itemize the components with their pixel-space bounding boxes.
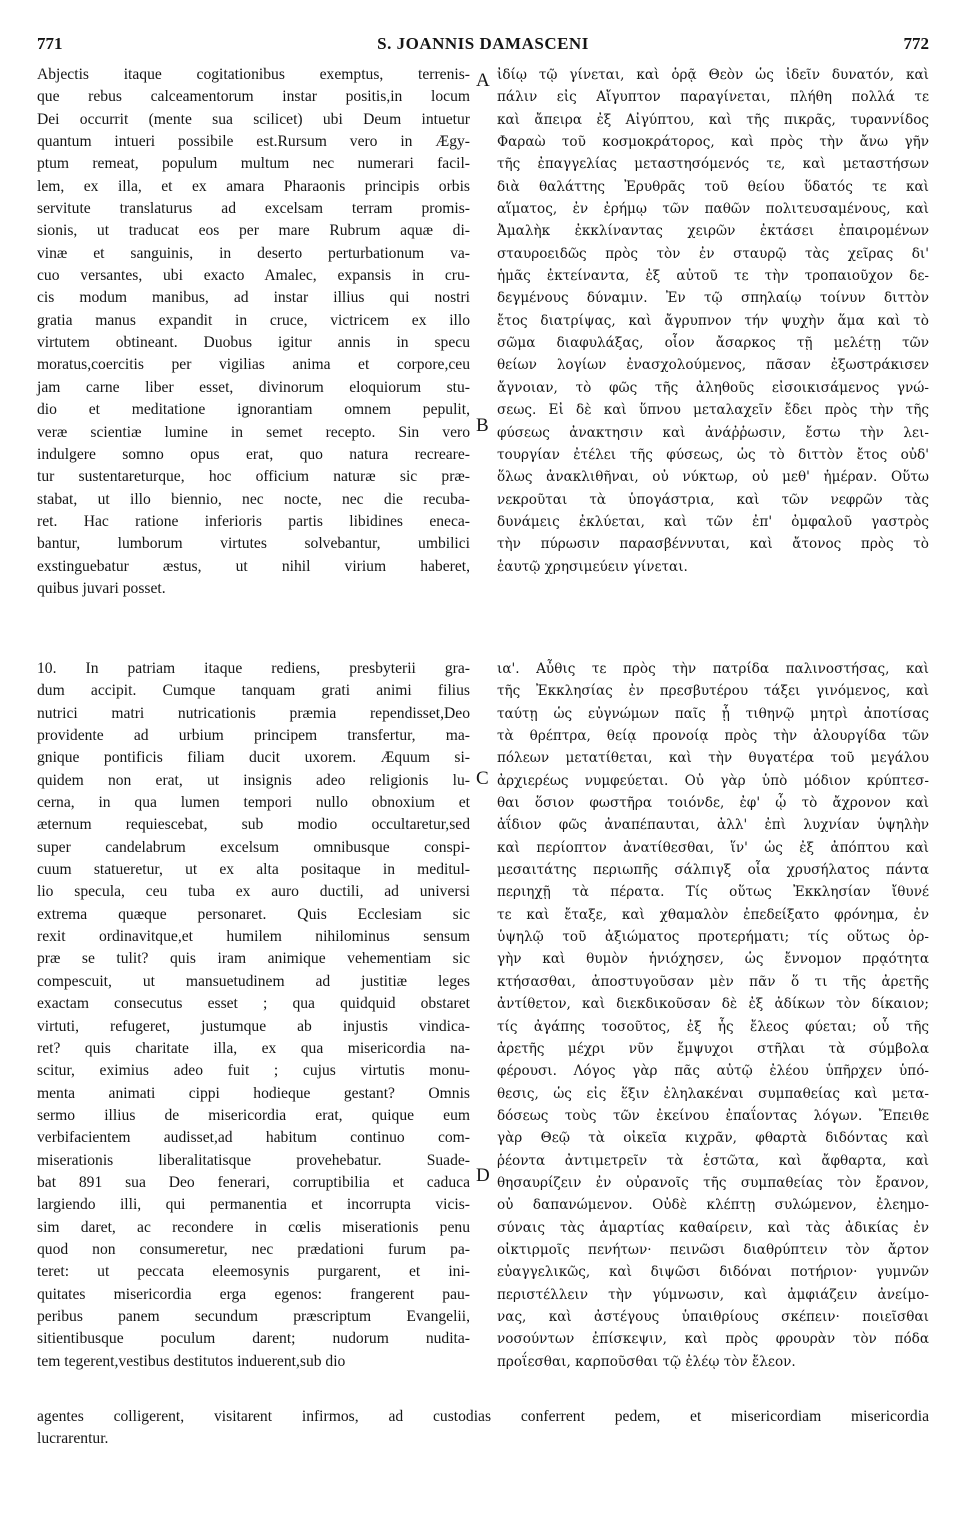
greek-text-line: δόσεως τοὺς τῶν ἐκείνου ἐπαΐοντας λόγων. Ἔπειθε <box>497 1107 929 1124</box>
running-header <box>37 34 929 58</box>
running-title: S. JOANNIS DAMASCENI <box>377 34 589 53</box>
greek-text-line: ια'. Αὖθις τε πρὸς τὴν πατρίδα παλινοστήσας, καὶ <box>497 661 929 677</box>
greek-text-line: τίς ἀγάπης τοσοῦτος, ἐξ ἧς ἔλεος φύεται; οὗ τῆς <box>497 1018 929 1035</box>
margin-letter-b: B <box>476 415 489 436</box>
greek-text-line: προΐεσθαι, καρποῦσθαι τῷ ἐλέῳ τὸν ἔλεον. <box>497 1353 796 1370</box>
latin-text-line: exstinguebatur æstus, ut nihil virium haberet, <box>37 557 470 575</box>
greek-text-line: καὶ περίοπτον ἀνατίθεσθαι, ἵν' ὡς ἐξ ἀπόπτου καὶ <box>497 839 929 856</box>
latin-text-line: virtuti, refugeret, justumque ab injustis vindica- <box>37 1017 470 1035</box>
latin-text-line: quibus juvari posset. <box>37 579 166 597</box>
greek-text-line: σῶμα διαφυλάξας, οἷον ἄσαρκος τῇ μελέτῃ τῶν <box>497 335 929 352</box>
latin-text-line: lem, ex illa, et ex amara Pharaonis principis orbis <box>37 177 470 195</box>
latin-text-line: bantur, lumborum virtutes solvebantur, umbilici <box>37 535 470 553</box>
latin-text-line: quantum intueri possibile est.Rursum vero in Ægy- <box>37 133 470 151</box>
latin-text-line: ret. Hac ratione inferioris partis libidines eneca- <box>37 512 470 530</box>
greek-text-line: ἀΐδιον φῶς ἀναπέπαυται, ἀλλ' ἐπὶ λυχνίαν ὑψηλὴν <box>497 817 929 834</box>
greek-text-line: φέρουσι. Λόγος γὰρ πᾶς αὐτῷ ἐλέου ὑπῆρχεν ὑπό- <box>497 1063 929 1080</box>
greek-text-line: ῥέοντα ἀντιμετρεῖν τὰ ἑστῶτα, καὶ ἄφθαρτα, καὶ <box>497 1152 929 1169</box>
greek-text-line: σύναις τὰς ἁμαρτίας καθαίρειν, καὶ τὰς ἀδικίας ἐν <box>497 1219 929 1236</box>
margin-letter-d: D <box>476 1165 490 1186</box>
latin-text-line: virtutem obtineant. Duobus igitur annis in specu <box>37 334 470 352</box>
latin-text-line: cis modum manibus, ad instar illius qui nostri <box>37 289 470 307</box>
latin-text-line: Abjectis itaque cogitationibus exemptus, terrenis- <box>37 66 470 83</box>
greek-column-section-1 <box>497 64 929 578</box>
greek-text-line: ὅλως ἀνακλιθῆναι, οὐ νύκτωρ, οὐ μεθ' ἡμέραν. Οὕτω <box>497 469 929 486</box>
latin-text-line: moratus,coercitis per vigilias anima et corpore,ceu <box>37 356 470 374</box>
latin-text-line: Dei occurrit (mente sua scilicet) ubi Deum intuetur <box>37 110 470 128</box>
greek-text-line: θησαυρίζειν ἐν οὐρανοῖς τῆς συμπαθείας τὸν ἔρανον, <box>497 1174 929 1191</box>
greek-text-line: νεκροῦται τὰ ὑπογάστρια, καὶ τῶν νεφρῶν τὰς <box>497 491 929 508</box>
greek-text-line: οἰκτιρμοῖς πενήτων· πεινῶσι διαθρύπτειν τὸν ἄρτον <box>497 1241 929 1258</box>
latin-text-line: lio specula, ceu tuba ex auro ductili, ad universi <box>37 883 470 901</box>
greek-text-line: ἄγνοιαν, τὸ φῶς τῆς ἀληθοῦς εἰσοικισάμενος γνώ- <box>497 379 929 396</box>
latin-text-line: jam carne liber esset, divinorum eloquiorum stu- <box>37 378 470 396</box>
page-number-right: 772 <box>903 34 929 53</box>
greek-text-line: θαι ὅσιον φωστῆρα τοιόνδε, ἐφ' ᾧ τὸ ἄχρονον καὶ <box>497 795 929 812</box>
latin-text-line: dum accipit. Cumque tanquam grati animi filius <box>37 682 470 700</box>
greek-text-line: τε καὶ ἔταξε, καὶ χθαμαλὸν ἐπεδείξατο φρόνημα, ἐν <box>497 906 929 923</box>
greek-text-line: δυνάμεις ἐκλύεται, καὶ τῶν ἐπ' ὀμφαλοῦ γαστρὸς <box>497 513 929 530</box>
latin-column-section-1 <box>37 64 470 600</box>
greek-text-line: ἀρετῆς μέχρι νῦν ἔμψυχοι στῆλαι τὰ σύμβολα <box>497 1040 929 1057</box>
latin-text-line: cuo versantes, ubi exacto Amalec, expansis in cru- <box>37 267 470 285</box>
greek-text-line: νας, καὶ ἀστέγους ὑπαιθρίους σκέπειν· ποιεῖσθαι <box>497 1308 929 1325</box>
greek-text-line: ἀντίθετον, καὶ διεκδικοῦσαν δὲ ἐξ ἀδίκων τὸν δίκαιον; <box>497 996 929 1013</box>
latin-text-line: ptum remeat, populum multum nec numerari facil- <box>37 155 470 173</box>
latin-text-line: scitur, eximius adeo fuit ; cujus virtutis monu- <box>37 1062 470 1080</box>
greek-text-line: οὐ δαπανώμενον. Οὐδὲ κλέπτῃ συλώμενον, ἐλεημο- <box>497 1197 929 1214</box>
greek-text-line: μεσαιτάτης περιωπῆς σάλπιγξ οἷα χρυσήλατος πάντα <box>497 862 929 879</box>
latin-text-line: sionis, ut traducat eos per mare Rubrum aquæ di- <box>37 222 470 240</box>
latin-text-line: sim daret, ac recondere in cœlis miserationis penu <box>37 1218 470 1236</box>
latin-text-line: agentes colligerent, visitarent infirmos, ad custodias conferrent pedem, et misericordiam misericordia <box>37 1408 929 1425</box>
greek-text-line: διὰ θαλάττης Ἐρυθρᾶς τοῦ θείου ὕδατός τε καὶ <box>497 178 929 195</box>
latin-text-line: præ se tulit? quis iram animique vehementiam sic <box>37 950 470 968</box>
latin-text-line: teret: ut peccata eleemosynis purgarent, et ini- <box>37 1263 470 1281</box>
greek-text-line: τουργίαν ἐτέλει τῆς φύσεως, ὡς τὸ διττὸν ἔτος οὐδ' <box>497 446 929 463</box>
latin-text-line: tur sustentareturque, hoc officium naturæ sic præ- <box>37 468 470 486</box>
latin-text-line: bat 891 sua Deo fenerari, corruptibilia et caduca <box>37 1173 470 1191</box>
latin-text-line: veræ scientiæ lumine in semet recepto. Sin vero <box>37 423 470 441</box>
greek-text-line: πόλεων μετατίθεται, καὶ τὴν θυγατέρα τοῦ μεγάλου <box>497 750 929 767</box>
latin-text-line: gratia manus expandit in cruce, victricem ex illo <box>37 311 470 329</box>
latin-text-line: gnique pontificis filiam ducit uxorem. Æquum si- <box>37 749 470 767</box>
greek-text-line: θεσις, ὡς εἰς ἕξιν ἐληλακέναι συμπαθείας καὶ μετα- <box>497 1085 929 1102</box>
greek-text-line: καὶ ἄπειρα ἐξ Αἰγύπτου, καὶ τῆς πικρᾶς, τυραννίδος <box>497 111 929 128</box>
greek-column-section-2 <box>497 658 929 1373</box>
greek-text-line: ἀρχιερέως νυμφεύεται. Οὐ γὰρ ὑπὸ μόδιον κρύπτεσ- <box>497 772 929 789</box>
latin-text-line: sitientibusque poculum darent; nudorum nudita- <box>37 1330 470 1348</box>
greek-text-line: νοσούντων ἐπίσκεψιν, καὶ πρὸς φρουρὰν τὸν πόδα <box>497 1331 929 1348</box>
latin-text-line: largiendo illi, qui permanentia et incorrupta vicis- <box>37 1196 470 1214</box>
latin-text-line: quod non consumeretur, nec prædationi furum pa- <box>37 1240 470 1258</box>
latin-text-line: stabat, ut illo biennio, nec nocte, nec die recuba- <box>37 490 470 508</box>
latin-text-line: super candelabrum excelsum omnibusque conspi- <box>37 838 470 856</box>
greek-text-line: ἔτος διατρίψας, καὶ ἄγρυπνον τήν ψυχὴν ἅμα καὶ τὸ <box>497 312 929 329</box>
latin-text-line: menta animati cippi hodieque gestant? Omnis <box>37 1084 470 1102</box>
latin-text-line: æternum requiescebat, sub modio occultaretur,sed <box>37 816 470 834</box>
greek-text-line: τὴν πύρωσιν παρασβέννυται, καὶ ἄτονος πρὸς τὸ <box>497 536 929 553</box>
latin-text-line: providente ad urbium principem transfertur, ma- <box>37 727 470 745</box>
greek-text-line: Φαραὼ τοῦ κοσμοκράτορος, καὶ πρὸς τὴν ἄνω γῆν <box>497 134 929 151</box>
greek-text-line: ἑαυτῷ χρησιμεύειν γίνεται. <box>497 558 688 575</box>
greek-text-line: εὐαγγελικῶς, καὶ διψῶσι διδόναι ποτήριον· γυμνῶν <box>497 1264 929 1281</box>
latin-text-line: 10. In patriam itaque rediens, presbyterii gra- <box>37 660 470 677</box>
greek-text-line: ἡμᾶς ἐκτείναντα, ἐξ αὐτοῦ τε τὴν τροπαιοῦχον δε- <box>497 268 929 285</box>
greek-text-line: σταυροειδῶς πρὸς τὸν ἐν σταυρῷ τὰς χεῖρας δι' <box>497 245 929 262</box>
latin-text-line: miserationis liberalitatisque provehebatur. Suade- <box>37 1151 470 1169</box>
greek-text-line: κτήσασθαι, ἀποστυγοῦσαν μὲν πᾶν ὅ τι τῆς ἀρετῆς <box>497 973 929 990</box>
greek-text-line: γὴν καὶ θυμὸν ἡνιόχησεν, ὡς ἔννομον πρᾳότητα <box>497 951 929 968</box>
greek-text-line: τῆς ἐπαγγελίας μεταστησόμενός τε, καὶ μεταστήσων <box>497 156 929 173</box>
page-number-left: 771 <box>37 34 63 53</box>
margin-letter-a: A <box>476 70 490 91</box>
latin-column-section-2 <box>37 658 470 1373</box>
latin-text-line: rexit ordinavitque,et humilem nihilominus sensum <box>37 928 470 946</box>
latin-text-line: cerna, in qua lumen tempori nullo obnoxium et <box>37 794 470 812</box>
latin-text-line: indulgere somno opus erat, quo natura recreare- <box>37 445 470 463</box>
latin-text-line: peribus panem secundum præscriptum Evangelii, <box>37 1307 470 1325</box>
greek-text-line: ἰδίῳ τῷ γίνεται, καὶ ὁρᾷ Θεὸν ὡς ἰδεῖν δυνατόν, καὶ <box>497 67 929 83</box>
margin-letter-c: C <box>476 768 489 789</box>
latin-text-line: extrema quæque personaret. Quis Ecclesiam sic <box>37 905 470 923</box>
greek-text-line: αἵματος, ἐν ἐρήμῳ τῶν παθῶν πολιτευσαμένους, καὶ <box>497 201 929 218</box>
latin-text-line: dio et meditatione ignorantiam omnem pepulit, <box>37 401 470 419</box>
greek-text-line: δεγμένους δύναμιν. Ἐν τῷ σπηλαίῳ τοίνυν διττὸν <box>497 290 929 307</box>
latin-text-line: cuum statueretur, ut ex alta positaque in meditul- <box>37 861 470 879</box>
latin-text-line: exactam consecutus esset ; qua quidquid obstaret <box>37 995 470 1013</box>
latin-text-line: tem tegerent,vestibus destitutos induerent,sub dio <box>37 1352 346 1370</box>
greek-text-line: περιστέλλειν τὴν γύμνωσιν, καὶ ἀμφιάζειν ἀνείμο- <box>497 1286 929 1303</box>
latin-text-line: nutrici matri nutricationis præmia rependisset,Deo <box>37 704 470 722</box>
latin-text-line: compescuit, ut mansuetudinem ad justitiæ leges <box>37 972 470 990</box>
greek-text-line: τὰ θρέπτρα, θείᾳ προνοίᾳ πρὸς τὴν ἀλουργίδα τῶν <box>497 728 929 745</box>
latin-text-line: sermo illius de misericordia erat, quique eum <box>37 1106 470 1124</box>
latin-text-line: servitute translaturus ad excelsam terram promis- <box>37 200 470 218</box>
latin-text-line: verbifacientem audisset,ad habitum continuo com- <box>37 1129 470 1147</box>
latin-text-line: lucrarentur. <box>37 1430 109 1448</box>
full-width-closing-lines <box>37 1406 929 1451</box>
greek-text-line: Ἀμαλὴκ ἐκκλίναντας χειρῶν ἐκτάσει ἐπαιρομένων <box>497 223 929 240</box>
greek-text-line: ταύτῃ ὡς εὐγνώμων παῖς ᾗ τιθηνῷ μητρὶ ἀποτίσας <box>497 705 929 722</box>
greek-text-line: περιηχῇ τὰ πέρατα. Τίς οὕτως Ἐκκλησίαν ἴθυνέ <box>497 884 929 901</box>
latin-text-line: quitates misericordia erga egenos: frangerent pau- <box>37 1285 470 1303</box>
latin-text-line: que rebus calceamentorum instar positis,in locum <box>37 88 470 106</box>
greek-text-line: πάλιν εἰς Αἴγυπτον παραγίνεται, πλήθη πολλά τε <box>497 89 929 106</box>
greek-text-line: ὑψηλῷ τοῦ ἀξιώματος προτερήματι; τίς οὕτως ὀρ- <box>497 929 929 946</box>
greek-text-line: γὰρ Θεῷ τὰ οἰκεῖα κιχρᾶν, φθαρτὰ διδόντας καὶ <box>497 1130 929 1147</box>
latin-text-line: vinæ et sanguinis, in deserto perturbationum va- <box>37 244 470 262</box>
greek-text-line: φύσεως ἀνακτησιν καὶ ἀνάῤῥωσιν, ἔστω τὴν λει- <box>497 424 929 441</box>
greek-text-line: σεως. Εἰ δὲ καὶ ὕπνου μεταλαχεῖν ἔδει πρὸς τὴν τῆς <box>497 402 929 419</box>
latin-text-line: ret? quis charitate illa, ex qua misericordia na- <box>37 1039 470 1057</box>
greek-text-line: θείων λογίων ἐνασχολούμενος, πᾶσαν ἐξωστράκισεν <box>497 357 929 374</box>
latin-text-line: quidem non erat, ut insignis adeo religionis lu- <box>37 771 470 789</box>
greek-text-line: τῆς Ἐκκλησίας ἐν πρεσβυτέρου τάξει γινόμενος, καὶ <box>497 683 929 700</box>
